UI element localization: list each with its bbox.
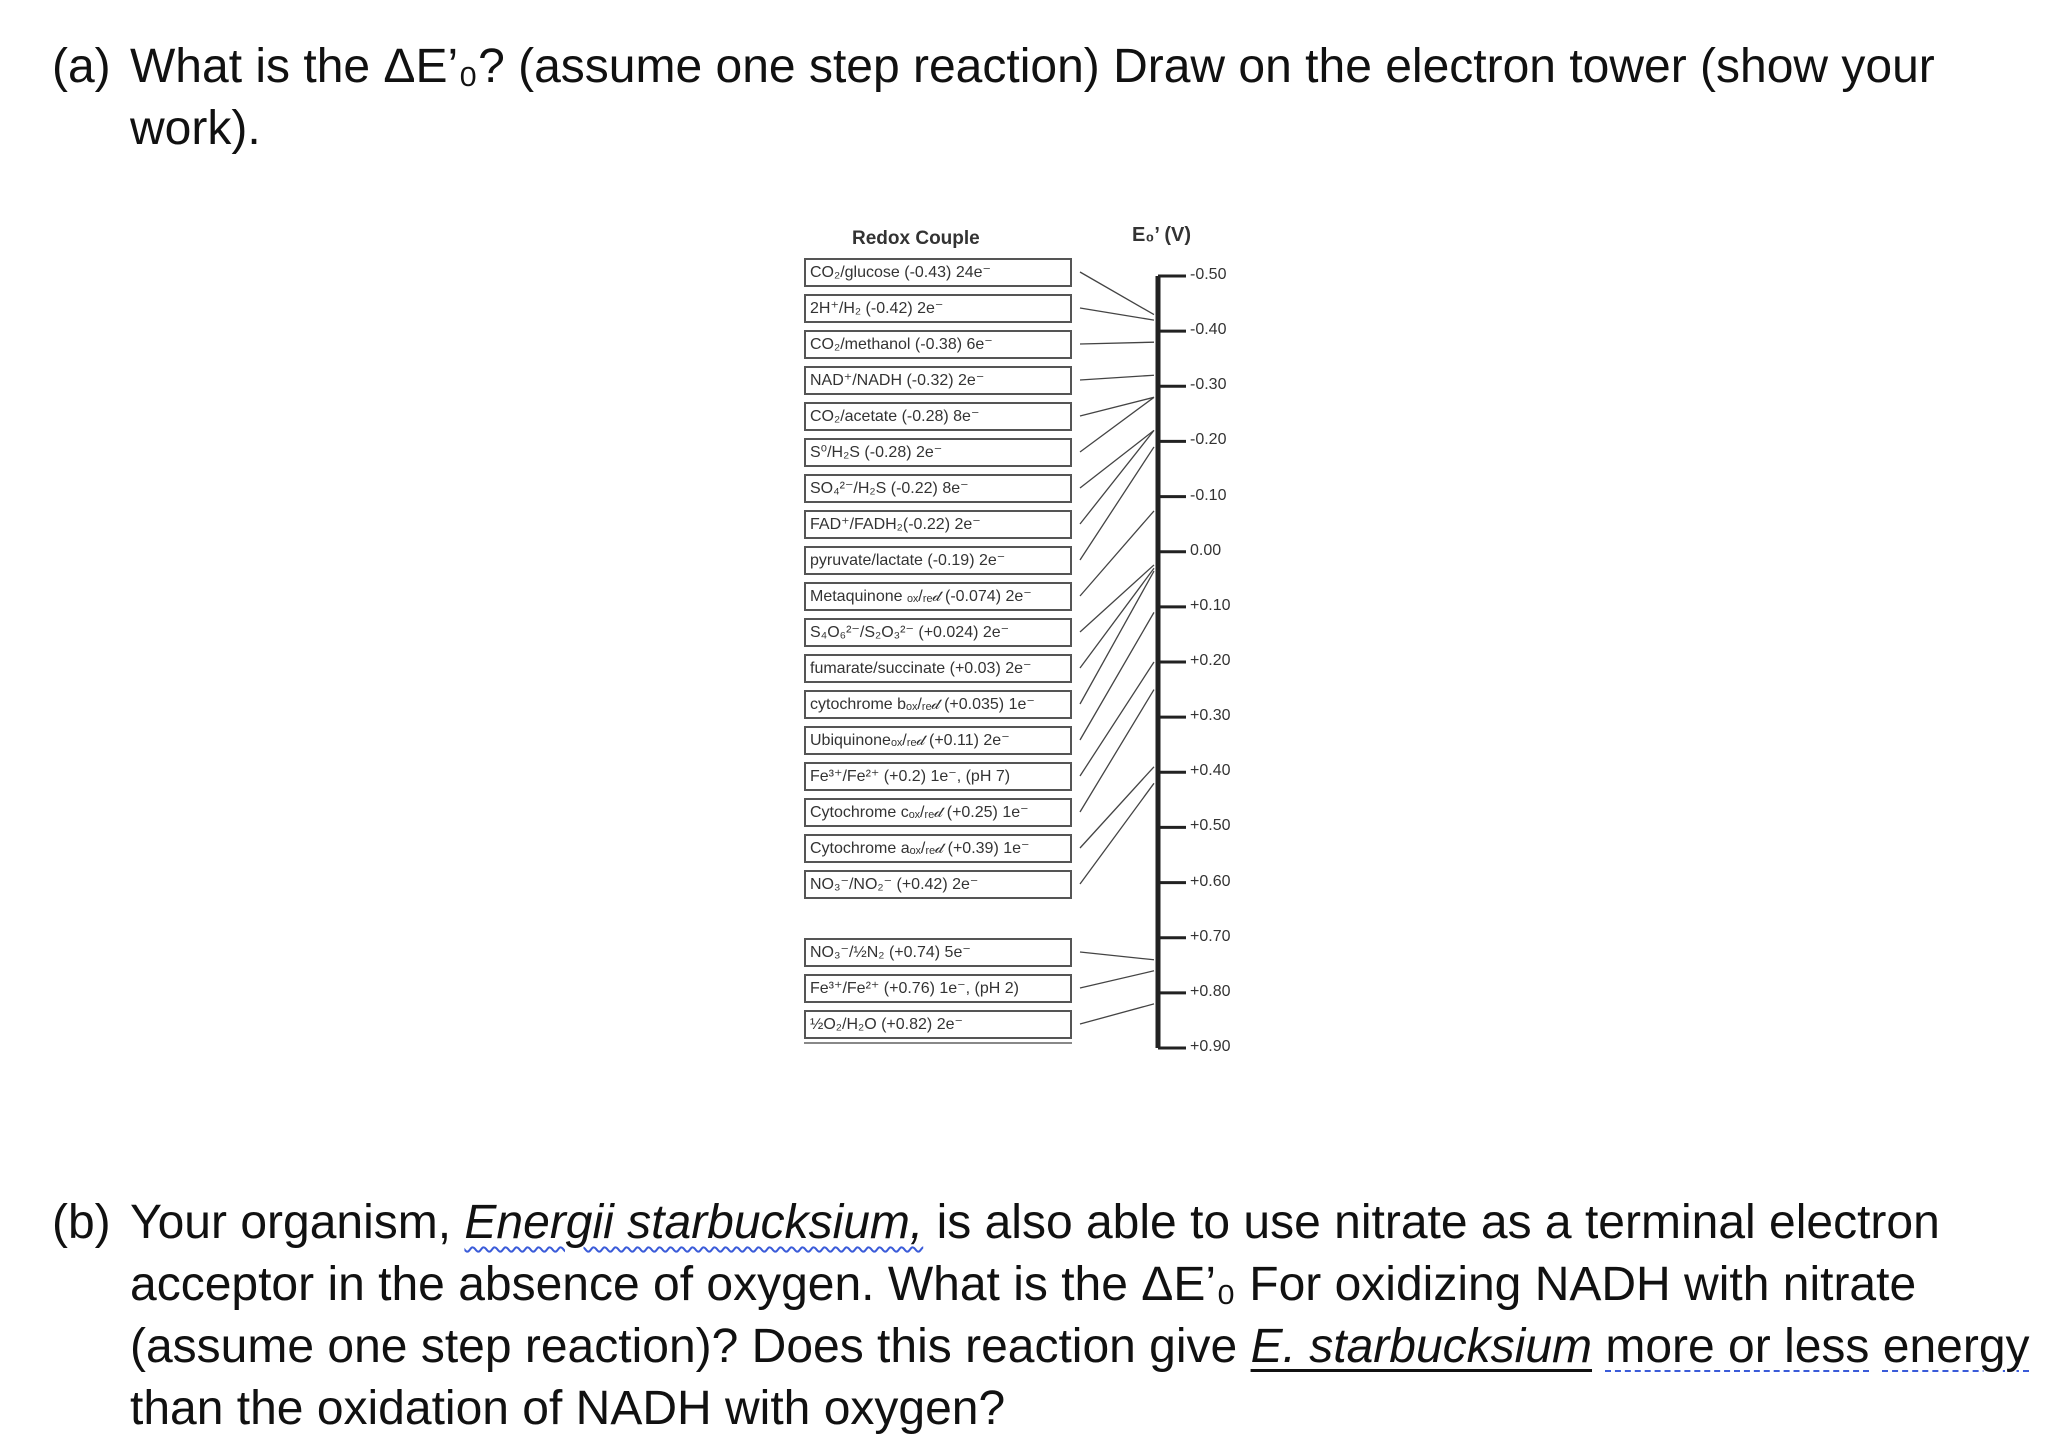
redox-couple-box: ½O₂/H₂O (+0.82) 2e⁻ [804,1010,1072,1039]
connector-line [1080,397,1154,416]
axis-tick-label: -0.10 [1190,486,1227,504]
question-b-part-4 [1869,1320,1882,1373]
question-b-part-1: Your organism, [130,1196,465,1249]
redox-couple-box: NO₃⁻/NO₂⁻ (+0.42) 2e⁻ [804,870,1072,899]
redox-couple-box: CO₂/glucose (-0.43) 24e⁻ [804,258,1072,287]
axis-tick-label: +0.20 [1190,652,1231,669]
connector-line [1080,783,1154,884]
axis-tick-label: 0.00 [1190,541,1222,559]
emphasis-energy: energy [1882,1320,2030,1373]
connector-line [1080,375,1154,380]
question-b-text [130,1192,2060,1440]
connector-line [1080,612,1154,740]
connector-line [1080,571,1154,704]
redox-couple-box: pyruvate/lactate (-0.19) 2e⁻ [804,546,1072,575]
redox-couple-box: Metaquinone ₒₓ/ᵣₑ𝒹 (-0.074) 2e⁻ [804,582,1072,611]
axis-tick-label: +0.60 [1190,872,1231,890]
connector-line [1080,430,1154,488]
question-b-part-3 [1592,1320,1605,1373]
redox-couple-box: NAD⁺/NADH (-0.32) 2e⁻ [804,366,1072,395]
axis-tick-label: -0.20 [1190,431,1227,449]
connector-line [1080,767,1154,848]
redox-couple-box: Fe³⁺/Fe²⁺ (+0.76) 1e⁻, (pH 2) [804,974,1072,1003]
axis-tick-label: +0.10 [1190,596,1231,614]
question-b-part-2: is also able to use nitrate as a terminal electron acceptor in the absence of oxygen. What is the ΔE’₀ For oxidizing NADH with nitrate (assume one step reaction)? Does this reaction give [130,1196,1940,1373]
redox-couple-box: Cytochrome aₒₓ/ᵣₑ𝒹 (+0.39) 1e⁻ [804,834,1072,863]
potential-axis-title: E₀’ (V) [1132,224,1192,246]
axis-tick-label: +0.50 [1190,817,1231,835]
connector-line [1080,342,1154,344]
electron-tower-figure [790,220,1270,1080]
question-a-label: (a) [52,40,111,93]
redox-couple-box: FAD⁺/FADH₂(-0.22) 2e⁻ [804,510,1072,539]
axis-tick-label: +0.70 [1190,927,1231,945]
question-b-part-5: than the oxidation of NADH with oxygen? [130,1382,1006,1435]
redox-couple-box: 2H⁺/H₂ (-0.42) 2e⁻ [804,294,1072,323]
question-a [52,36,2042,166]
redox-couple-box: CO₂/acetate (-0.28) 8e⁻ [804,402,1072,431]
question-a-text: What is the ΔE’₀? (assume one step reaction) Draw on the electron tower (show your work). [130,40,1935,155]
question-b-label: (b) [52,1196,111,1249]
redox-couple-box: NO₃⁻/½N₂ (+0.74) 5e⁻ [804,938,1072,967]
redox-couple-box: S₄O₆²⁻/S₂O₃²⁻ (+0.024) 2e⁻ [804,618,1072,647]
connector-line [1080,272,1154,315]
species-name-abbrev: E. starbucksium [1250,1320,1593,1373]
axis-tick-label: -0.30 [1190,376,1227,394]
redox-couple-box: Fe³⁺/Fe²⁺ (+0.2) 1e⁻, (pH 7) [804,762,1072,791]
connector-line [1080,952,1154,960]
axis-tick-label: -0.40 [1190,321,1227,339]
redox-couple-box: CO₂/methanol (-0.38) 6e⁻ [804,330,1072,359]
connector-line [1080,662,1154,776]
connector-line [1080,690,1154,812]
redox-couple-box: fumarate/succinate (+0.03) 2e⁻ [804,654,1072,683]
redox-couple-box: Cytochrome cₒₓ/ᵣₑ𝒹 (+0.25) 1e⁻ [804,798,1072,827]
tower-connector-svg [790,220,1270,1080]
axis-tick-label: +0.90 [1190,1038,1231,1055]
axis-tick-label: -0.50 [1190,266,1227,283]
redox-couple-box: SO₄²⁻/H₂S (-0.22) 8e⁻ [804,474,1072,503]
axis-tick-label: +0.40 [1190,762,1231,780]
redox-couple-title: Redox Couple [852,228,980,249]
redox-couple-box: cytochrome bₒₓ/ᵣₑ𝒹 (+0.035) 1e⁻ [804,690,1072,719]
connector-line [1080,971,1154,988]
axis-tick-label: +0.30 [1190,707,1231,725]
connector-line [1080,447,1154,560]
axis-tick-label: +0.80 [1190,982,1231,1000]
emphasis-more-or-less: more or less [1605,1320,1870,1373]
species-name-full: Energii starbucksium, [464,1196,924,1249]
redox-couple-box: Ubiquinoneₒₓ/ᵣₑ𝒹 (+0.11) 2e⁻ [804,726,1072,755]
redox-couple-box: S⁰/H₂S (-0.28) 2e⁻ [804,438,1072,467]
connector-line [1080,565,1154,632]
connector-line [1080,308,1154,320]
question-b [52,1192,2042,1435]
connector-line [1080,1004,1154,1024]
